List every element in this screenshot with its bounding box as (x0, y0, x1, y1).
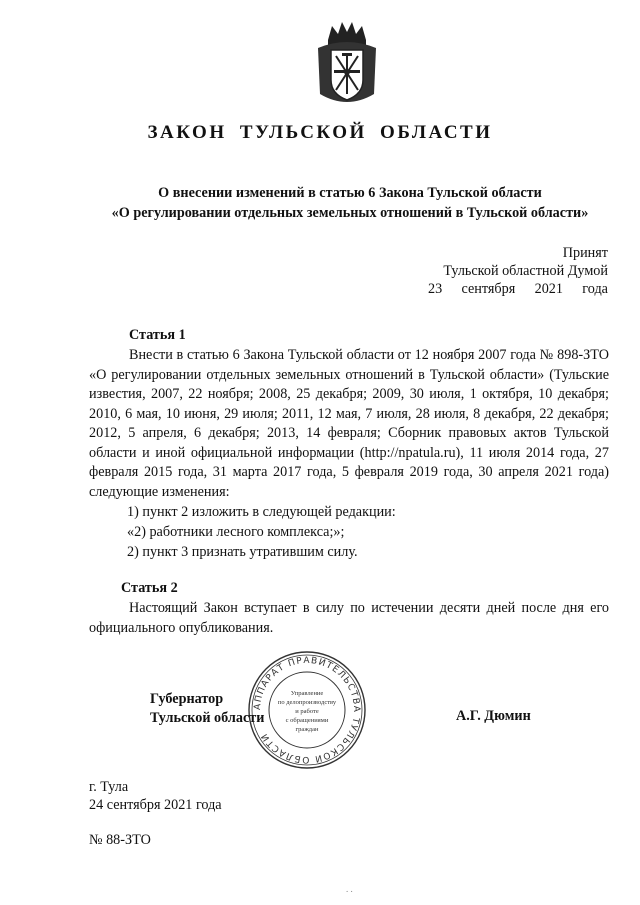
article-2-heading: Статья 2 (121, 580, 178, 596)
tula-coat-of-arms-icon (314, 18, 380, 110)
adopted-year-word: года (582, 281, 608, 297)
article-1-heading: Статья 1 (129, 327, 186, 343)
adopted-block (400, 244, 608, 298)
scan-dots: . . (346, 884, 353, 894)
adopted-year: 2021 (534, 281, 563, 297)
signatory-title-line-2: Тульской области (150, 710, 265, 726)
coat-of-arms (314, 18, 380, 110)
subtitle-line-2: «О регулировании отдельных земельных отношений в Тульской области» (111, 205, 589, 221)
signatory-title-line-1: Губернатор (150, 691, 224, 707)
article-1-paragraph: Внести в статью 6 Закона Тульской области от 12 ноября 2007 года № 898-ЗТО «О регулировании отдельных земельных отношений в Тульской области» (Тульские известия, 2007, 22 ноября; 2008, 25 декабря; 2009, 30 июля, 1 октября, 10 декабря; 2010, 6 мая, 10 июня, 29 июля; 2011, 12 мая, 7 июля, 28 июля, 8 декабря, 22 декабря; 2012, 5 апреля, 6 декабря; 2013, 14 февраля; Сборник правовых актов Тульской области и иной официальной информации (http://npatula.ru), 11 июля 2014 года, 27 февраля 2015 года, 31 марта 2017 года, 5 февраля 2019 года, 30 апреля 2021 года) следующие изменения: (89, 347, 609, 500)
seal-line-2: по делопроизводству (277, 699, 337, 706)
seal-line-3: и работе (295, 708, 319, 715)
seal-ring-text: АППАРАТ ПРАВИТЕЛЬСТВА ТУЛЬСКОЙ ОБЛАСТИ (252, 655, 362, 765)
law-number: № 88-ЗТО (89, 832, 151, 848)
article-1-item-1-text: «2) работники лесного комплекса;»; (127, 524, 345, 540)
law-title: ЗАКОН ТУЛЬСКОЙ ОБЛАСТИ (147, 122, 493, 143)
adopted-date (400, 280, 608, 298)
signatory-title (150, 690, 264, 728)
footer-date: 24 сентября 2021 года (89, 797, 222, 813)
seal-line-4: с обращениями (285, 717, 329, 724)
adopted-day: 23 (428, 281, 443, 297)
article-1-item-2: 2) пункт 3 признать утратившим силу. (127, 544, 358, 560)
signatory-name: А.Г. Дюмин (456, 708, 531, 724)
subtitle-line-1: О внесении изменений в статью 6 Закона Тульской области (158, 185, 542, 201)
law-subtitle (60, 183, 640, 223)
article-1-item-1: 1) пункт 2 изложить в следующей редакции: (127, 504, 396, 520)
footer-city: г. Тула (89, 779, 129, 795)
seal-line-1: Управление (290, 690, 324, 697)
article-2-paragraph: Настоящий Закон вступает в силу по истечении десяти дней после дня его официального опубликования. (89, 600, 609, 636)
adopted-label: Принят (562, 245, 608, 261)
adopted-month: сентября (461, 281, 516, 297)
seal-line-5: граждан (295, 726, 319, 733)
adopted-body: Тульской областной Думой (443, 263, 608, 279)
